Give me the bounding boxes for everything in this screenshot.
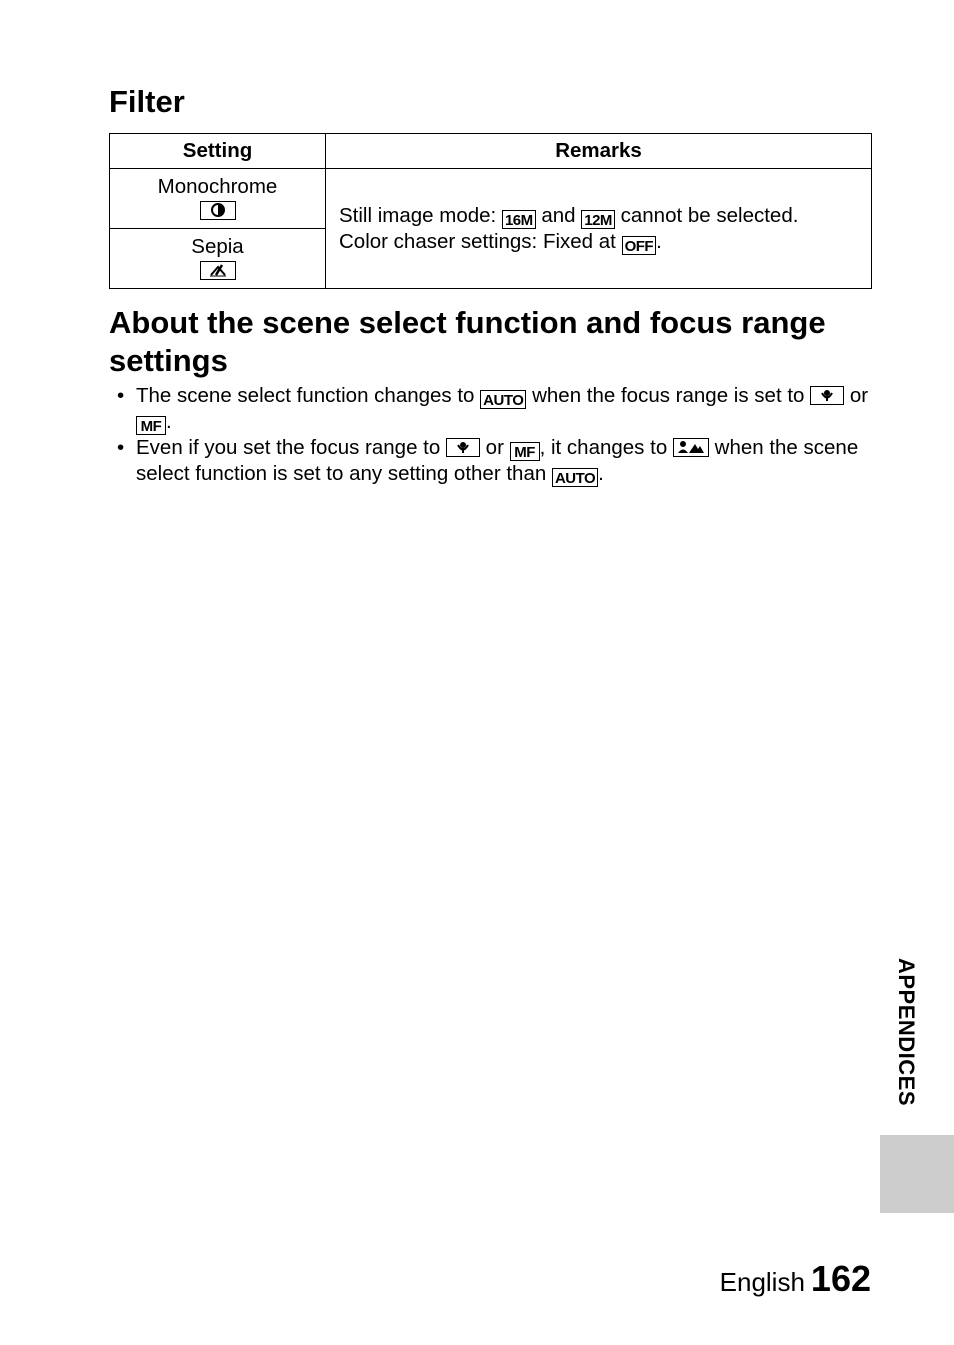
macro-icon (810, 386, 844, 405)
setting-cell-monochrome (110, 169, 326, 229)
manual-focus-icon: MF (136, 416, 166, 435)
column-header-setting: Setting (110, 134, 326, 169)
bullet-text: when the scene select function is set to any setting other than (136, 436, 859, 485)
bullet-list (117, 383, 877, 487)
setting-label: Monochrome (157, 174, 278, 198)
column-header-remarks: Remarks (326, 134, 872, 169)
macro-icon (446, 438, 480, 457)
bullet-text: , it changes to (539, 436, 673, 459)
side-tab-block (880, 1135, 954, 1213)
bullet-text: The scene select function changes to (136, 384, 481, 407)
setting-label: Sepia (191, 234, 244, 258)
bullet-text: or (479, 436, 510, 459)
section-heading-filter: Filter (109, 84, 185, 119)
off-icon: OFF (622, 236, 657, 255)
filter-table (109, 133, 872, 289)
page-number: 162 (810, 1258, 871, 1299)
resolution-12m-icon: 12M (581, 210, 615, 229)
remarks-text: cannot be selected. (614, 203, 799, 227)
auto-icon: AUTO (552, 468, 598, 487)
auto-icon: AUTO (480, 390, 526, 409)
side-tab-label: APPENDICES (894, 958, 919, 1107)
remarks-cell (326, 169, 872, 289)
portrait-landscape-icon (673, 438, 709, 457)
bullet-text: . (166, 410, 172, 433)
bullet-text: or (844, 384, 869, 407)
resolution-16m-icon: 16M (502, 210, 536, 229)
bullet-text: Even if you set the focus range to (136, 436, 446, 459)
bullet-text: . (598, 462, 604, 485)
page-footer (720, 1258, 871, 1300)
monochrome-icon (200, 201, 236, 220)
setting-cell-sepia (110, 229, 326, 289)
bullet-text: when the focus range is set to (526, 384, 811, 407)
table-header-row (110, 134, 872, 169)
table-row (110, 169, 872, 229)
remarks-text: and (535, 203, 582, 227)
list-item (117, 435, 877, 487)
footer-language: English (719, 1267, 805, 1297)
remarks-text: Still image mode: (339, 203, 502, 227)
manual-focus-icon: MF (510, 442, 540, 461)
section-heading-scene-select: About the scene select function and focus range settings (109, 305, 826, 378)
list-item (117, 383, 877, 435)
remarks-text: . (656, 229, 662, 253)
remarks-text: Color chaser settings: Fixed at (339, 229, 622, 253)
sepia-icon (200, 261, 236, 280)
